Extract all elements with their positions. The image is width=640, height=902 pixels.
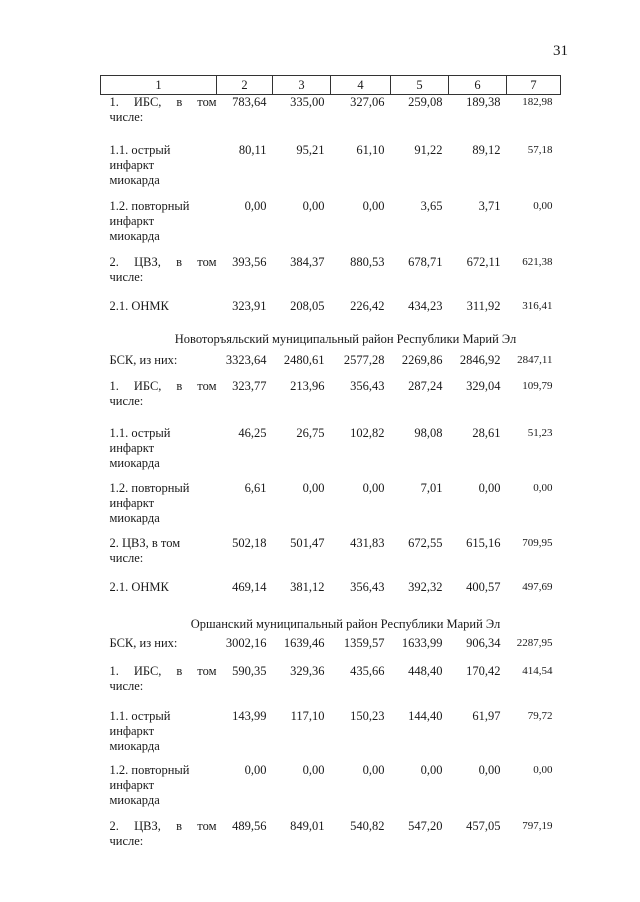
row-label <box>101 426 217 481</box>
table-cell: 1639,46 <box>283 635 325 650</box>
table-row <box>101 664 561 709</box>
row-label <box>101 664 217 709</box>
table-cell: 356,43 <box>350 378 385 393</box>
section-heading: Новоторъяльский муниципальный район Республики Марий Эл <box>174 331 517 346</box>
table-cell: 356,43 <box>350 579 385 594</box>
table-cell: 621,38 <box>522 255 553 268</box>
table-row <box>101 199 561 255</box>
row-label <box>101 379 217 426</box>
row-label-line: миокарда <box>109 228 160 243</box>
row-label <box>101 353 217 379</box>
table-cell: 0,00 <box>302 480 325 495</box>
table-cell: 28,61 <box>472 425 501 440</box>
table-cell: 189,38 <box>466 95 501 109</box>
table-cell: 497,69 <box>522 580 553 593</box>
table-cell: 329,04 <box>466 378 501 393</box>
table-cell: 540,82 <box>350 818 385 833</box>
table-cell: 431,83 <box>350 535 385 550</box>
row-label-line: 2. ЦВЗ, в том <box>109 254 217 269</box>
row-label-line: инфаркт <box>109 440 155 455</box>
column-header: 1 <box>101 76 217 95</box>
column-header: 5 <box>391 76 449 95</box>
table-row <box>101 426 561 481</box>
table-cell: 0,00 <box>244 198 267 213</box>
table-row <box>101 143 561 199</box>
table-body <box>101 95 561 859</box>
table-cell: 0,00 <box>302 198 325 213</box>
page-number: 31 <box>553 43 568 59</box>
table-cell: 57,18 <box>527 143 553 156</box>
row-label-line: 1. ИБС, в том <box>109 378 217 393</box>
table-cell: 323,77 <box>232 378 267 393</box>
row-label-line: 2.1. ОНМК <box>109 579 169 594</box>
row-label-line: числе: <box>109 269 144 284</box>
table-cell: 335,00 <box>290 95 325 109</box>
row-label-line: инфаркт <box>109 495 155 510</box>
row-label-line: числе: <box>109 678 144 693</box>
table-cell: 590,35 <box>232 663 267 678</box>
table-cell: 2287,95 <box>516 636 553 649</box>
table-cell: 392,32 <box>408 579 443 594</box>
row-label <box>101 536 217 580</box>
table-cell: 117,10 <box>290 708 325 723</box>
table-cell: 0,00 <box>420 762 443 777</box>
table-cell: 3002,16 <box>225 635 267 650</box>
table-cell: 170,42 <box>466 663 501 678</box>
table-cell: 0,00 <box>478 480 501 495</box>
table-row <box>101 819 561 859</box>
row-label <box>101 819 217 859</box>
table-cell: 448,40 <box>408 663 443 678</box>
table-cell: 144,40 <box>408 708 443 723</box>
table-cell: 323,91 <box>232 298 267 313</box>
table-cell: 2269,86 <box>401 352 443 367</box>
table-cell: 783,64 <box>232 95 267 109</box>
table-cell: 80,11 <box>238 142 267 157</box>
table-row <box>101 636 561 664</box>
row-label <box>101 299 217 325</box>
row-label-line: инфаркт <box>109 723 155 738</box>
table-cell: 0,00 <box>533 199 553 212</box>
column-header: 4 <box>331 76 391 95</box>
section-heading: Оршанский муниципальный район Республики Марий Эл <box>190 616 501 631</box>
table-cell: 457,05 <box>466 818 501 833</box>
table-cell: 906,34 <box>466 635 501 650</box>
table-cell: 51,23 <box>527 426 553 439</box>
table-cell: 7,01 <box>420 480 443 495</box>
table-cell: 89,12 <box>472 142 501 157</box>
table-cell: 46,25 <box>238 425 267 440</box>
table-header-row <box>101 76 561 95</box>
table-cell: 316,41 <box>522 299 553 312</box>
row-label-line: 1. ИБС, в том <box>109 95 217 109</box>
table-cell: 3,71 <box>478 198 501 213</box>
table-cell: 329,36 <box>290 663 325 678</box>
table-cell: 502,18 <box>232 535 267 550</box>
table-cell: 61,10 <box>356 142 385 157</box>
table-cell: 435,66 <box>350 663 385 678</box>
row-label <box>101 709 217 763</box>
row-label <box>101 95 217 143</box>
table-cell: 849,01 <box>290 818 325 833</box>
table-cell: 0,00 <box>362 762 385 777</box>
table-row <box>101 763 561 819</box>
table-cell: 2480,61 <box>283 352 325 367</box>
table-cell: 678,71 <box>408 254 443 269</box>
table-row <box>101 580 561 610</box>
row-label-line: 2. ЦВЗ, в том <box>109 535 181 550</box>
table-cell: 0,00 <box>533 481 553 494</box>
table-cell: 489,56 <box>232 818 267 833</box>
table-cell: 797,19 <box>522 819 553 832</box>
table-cell: 3,65 <box>420 198 443 213</box>
table-row <box>101 536 561 580</box>
row-label-line: числе: <box>109 393 144 408</box>
table-cell: 0,00 <box>244 762 267 777</box>
table-cell: 615,16 <box>466 535 501 550</box>
column-header: 6 <box>449 76 507 95</box>
table-cell: 709,95 <box>522 536 553 549</box>
row-label <box>101 143 217 199</box>
row-label-line: миокарда <box>109 510 160 525</box>
table-cell: 0,00 <box>302 762 325 777</box>
table-cell: 0,00 <box>478 762 501 777</box>
table-cell: 95,21 <box>296 142 325 157</box>
table-cell: 384,37 <box>290 254 325 269</box>
table-row <box>101 379 561 426</box>
row-label-line: 1. ИБС, в том <box>109 663 217 678</box>
column-header: 7 <box>507 76 561 95</box>
table-cell: 880,53 <box>350 254 385 269</box>
table-cell: 6,61 <box>244 480 267 495</box>
row-label-line: числе: <box>109 110 144 124</box>
section-heading-row <box>101 325 561 353</box>
table-cell: 0,00 <box>533 763 553 776</box>
row-label-line: миокарда <box>109 455 160 470</box>
row-label-line: 1.1. острый <box>109 708 171 723</box>
row-label-line: БСК, из них: <box>109 635 178 650</box>
row-label <box>101 481 217 536</box>
table-row <box>101 255 561 299</box>
table-cell: 434,23 <box>408 298 443 313</box>
row-label <box>101 199 217 255</box>
row-label-line: числе: <box>109 550 144 565</box>
table-cell: 213,96 <box>290 378 325 393</box>
table-cell: 311,92 <box>466 298 501 313</box>
row-label-line: БСК, из них: <box>109 352 178 367</box>
table-cell: 2577,28 <box>343 352 385 367</box>
table-cell: 414,54 <box>522 664 553 677</box>
row-label-line: 1.2. повторный <box>109 198 190 213</box>
table-cell: 0,00 <box>362 198 385 213</box>
table-cell: 182,98 <box>522 96 553 108</box>
table-row <box>101 299 561 325</box>
row-label <box>101 763 217 819</box>
table-row <box>101 481 561 536</box>
table-cell: 2846,92 <box>459 352 501 367</box>
row-label <box>101 636 217 664</box>
table-cell: 2847,11 <box>517 353 553 366</box>
table-cell: 0,00 <box>362 480 385 495</box>
section-heading-row <box>101 610 561 636</box>
table-cell: 672,11 <box>466 254 501 269</box>
table-cell: 98,08 <box>414 425 443 440</box>
table-cell: 381,12 <box>290 579 325 594</box>
row-label-line: 1.2. повторный <box>109 480 190 495</box>
table-cell: 102,82 <box>350 425 385 440</box>
row-label-line: 2. ЦВЗ, в том <box>109 818 217 833</box>
row-label-line: миокарда <box>109 792 160 807</box>
table-cell: 26,75 <box>296 425 325 440</box>
statistics-table <box>100 75 561 859</box>
table-cell: 672,55 <box>408 535 443 550</box>
table-cell: 259,08 <box>408 95 443 109</box>
table-cell: 393,56 <box>232 254 267 269</box>
row-label-line: инфаркт <box>109 213 155 228</box>
row-label-line: 1.2. повторный <box>109 762 190 777</box>
table-cell: 150,23 <box>350 708 385 723</box>
table-row <box>101 709 561 763</box>
table-cell: 287,24 <box>408 378 443 393</box>
table-cell: 61,97 <box>472 708 501 723</box>
table-row <box>101 95 561 143</box>
table-cell: 469,14 <box>232 579 267 594</box>
row-label-line: 2.1. ОНМК <box>109 298 169 313</box>
table-cell: 327,06 <box>350 95 385 109</box>
row-label-line: 1.1. острый <box>109 425 171 440</box>
table-cell: 226,42 <box>350 298 385 313</box>
table-cell: 1359,57 <box>343 635 385 650</box>
row-label <box>101 580 217 610</box>
table-cell: 3323,64 <box>225 352 267 367</box>
table-cell: 1633,99 <box>401 635 443 650</box>
table-row <box>101 353 561 379</box>
table-cell: 501,47 <box>290 535 325 550</box>
table-cell: 547,20 <box>408 818 443 833</box>
column-header: 3 <box>273 76 331 95</box>
row-label-line: инфаркт <box>109 777 155 792</box>
row-label-line: числе: <box>109 833 144 848</box>
table-cell: 400,57 <box>466 579 501 594</box>
row-label-line: миокарда <box>109 738 160 753</box>
row-label-line: инфаркт <box>109 157 155 172</box>
column-header: 2 <box>217 76 273 95</box>
table-cell: 79,72 <box>527 709 553 722</box>
row-label-line: 1.1. острый <box>109 142 171 157</box>
row-label <box>101 255 217 299</box>
table-cell: 143,99 <box>232 708 267 723</box>
row-label-line: миокарда <box>109 172 160 187</box>
table-cell: 109,79 <box>522 379 553 392</box>
table-cell: 91,22 <box>414 142 443 157</box>
table-cell: 208,05 <box>290 298 325 313</box>
